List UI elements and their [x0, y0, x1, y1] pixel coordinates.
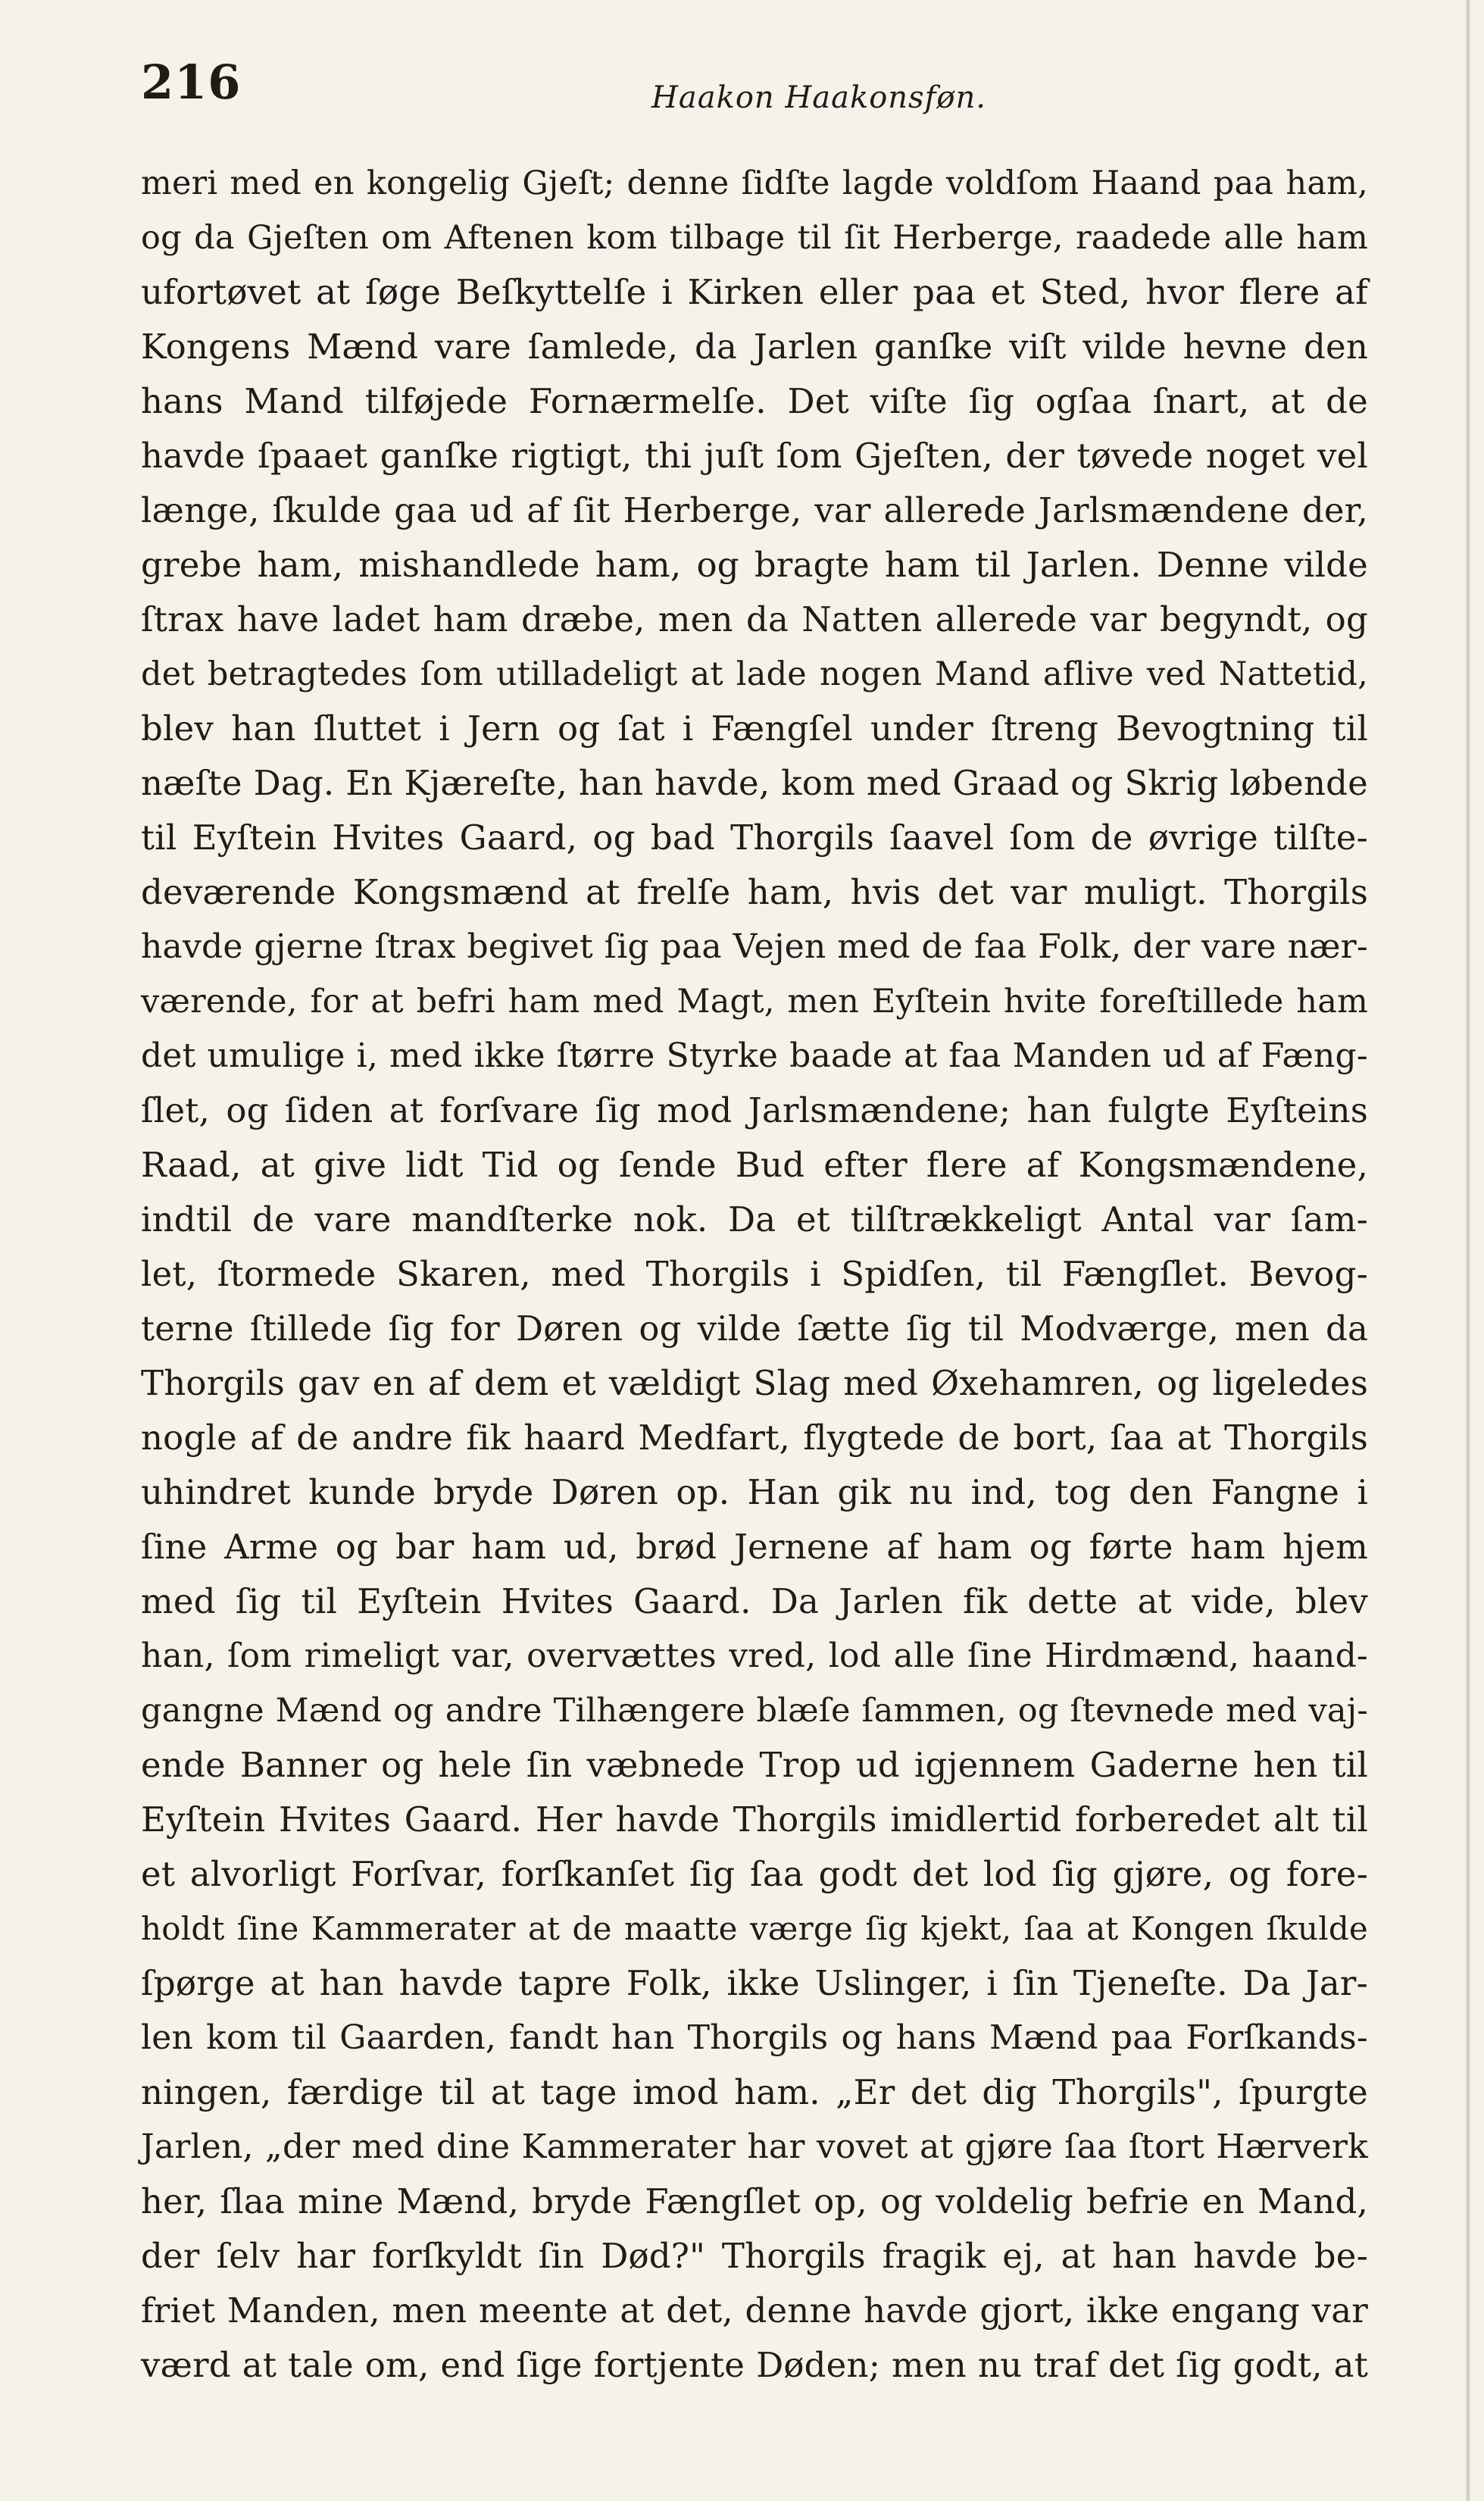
text-line: længe, ſkulde gaa ud af ſit Herberge, var allerede Jarlsmændene der, — [141, 490, 1368, 530]
text-line: og da Gjeſten om Aftenen kom tilbage til ſit Herberge, raadede alle ham — [141, 219, 1368, 257]
text-line: let, ſtormede Skaren, med Thorgils i Spidſen, til Fængſlet. Bevog- — [141, 1254, 1368, 1294]
text-line: ende Banner og hele ſin væbnede Trop ud igjennem Gaderne hen til — [141, 1745, 1368, 1785]
page-edge — [1466, 0, 1470, 2501]
text-line: friet Manden, men meente at det, denne havde gjort, ikke engang var — [141, 2290, 1368, 2331]
text-line: det betragtedes ſom utilladeligt at lade nogen Mand aflive ved Nattetid, — [141, 655, 1368, 693]
text-line: blev han ſluttet i Jern og ſat i Fængſel under ſtreng Bevogtning til — [141, 708, 1368, 749]
text-line: uhindret kunde bryde Døren op. Han gik nu ind, tog den Fangne i — [141, 1472, 1368, 1512]
text-line: havde gjerne ſtrax begivet ſig paa Vejen med de faa Folk, der vare nær- — [141, 927, 1368, 966]
running-head: Haakon Haakonsføn. — [651, 80, 986, 115]
text-line: et alvorligt Forſvar, forſkanſet ſig ſaa godt det lod ſig gjøre, og fore- — [141, 1854, 1368, 1894]
text-line: ſtrax have ladet ham dræbe, men da Natten allerede var begyndt, og — [141, 599, 1368, 639]
text-line: len kom til Gaarden, fandt han Thorgils og hans Mænd paa Forſkands- — [141, 2018, 1368, 2057]
text-line: Raad, at give lidt Tid og ſende Bud efter flere af Kongsmændene, — [141, 1145, 1368, 1185]
text-line: Thorgils gav en af dem et vældigt Slag med Øxehamren, og ligeledes — [141, 1363, 1368, 1403]
text-line: ningen, færdige til at tage imod ham. „Er det dig Thorgils", ſpurgte — [141, 2072, 1368, 2112]
text-line: værende, for at befri ham med Magt, men Eyſtein hvite foreſtillede ham — [141, 983, 1368, 1021]
text-line: Eyſtein Hvites Gaard. Her havde Thorgils imidlertid forberedet alt til — [141, 1799, 1368, 1840]
text-line: nogle af de andre fik haard Medfart, flygtede de bort, ſaa at Thorgils — [141, 1418, 1368, 1458]
text-line: hans Mand tilføjede Fornærmelſe. Det viſte ſig ogſaa ſnart, at de — [141, 381, 1368, 421]
text-line: meri med en kongelig Gjeſt; denne ſidſte lagde voldſom Haand paa ham, — [141, 164, 1368, 202]
text-line: gangne Mænd og andre Tilhængere blæſe ſammen, og ſtevnede med vaj- — [141, 1692, 1368, 1730]
text-line: ſpørge at han havde tapre Folk, ikke Uslinger, i ſin Tjeneſte. Da Jar- — [141, 1963, 1368, 2003]
text-line: til Eyſtein Hvites Gaard, og bad Thorgils ſaavel ſom de øvrige tilſte- — [141, 818, 1368, 858]
text-line: havde ſpaaet ganſke rigtigt, thi juſt ſom Gjeſten, der tøvede noget vel — [141, 436, 1368, 476]
text-line: med ſig til Eyſtein Hvites Gaard. Da Jarlen fik dette at vide, blev — [141, 1581, 1368, 1621]
text-line: Kongens Mænd vare ſamlede, da Jarlen ganſke viſt vilde hevne den — [141, 327, 1368, 367]
text-line: holdt ſine Kammerater at de maatte værge ſig kjekt, ſaa at Kongen ſkulde — [141, 1910, 1368, 1947]
text-line: deværende Kongsmænd at frelſe ham, hvis det var muligt. Thorgils — [141, 872, 1368, 912]
text-line: ſlet, og ſiden at forſvare ſig mod Jarlsmændene; han fulgte Eyſteins — [141, 1090, 1368, 1130]
text-line: det umulige i, med ikke ſtørre Styrke baade at faa Manden ud af Fæng- — [141, 1036, 1368, 1075]
text-line: ufortøvet at ſøge Beſkyttelſe i Kirken eller paa et Sted, hvor flere af — [141, 272, 1368, 312]
text-line: Jarlen, „der med dine Kammerater har vovet at gjøre ſaa ſtort Hærverk — [141, 2127, 1368, 2166]
text-line: her, ſlaa mine Mænd, bryde Fængſlet op, og voldelig befrie en Mand, — [141, 2181, 1368, 2221]
text-line: grebe ham, mishandlede ham, og bragte ham til Jarlen. Denne vilde — [141, 545, 1368, 585]
text-line: han, ſom rimeligt var, overvættes vred, lod alle ſine Hirdmænd, haand- — [141, 1637, 1368, 1675]
text-line: der ſelv har forſkyldt ſin Død?" Thorgils fragik ej, at han havde be- — [141, 2236, 1368, 2276]
text-line: næſte Dag. En Kjæreſte, han havde, kom med Graad og Skrig løbende — [141, 763, 1368, 803]
page-number: 216 — [141, 55, 242, 110]
text-line: ſine Arme og bar ham ud, brød Jernene af ham og førte ham hjem — [141, 1527, 1368, 1567]
text-line: indtil de vare mandſterke nok. Da et tilſtrækkeligt Antal var ſam- — [141, 1199, 1368, 1240]
body-text — [141, 156, 1368, 2393]
text-line: værd at tale om, end ſige fortjente Døden; men nu traf det ſig godt, at — [141, 2345, 1368, 2385]
text-line: terne ſtillede ſig for Døren og vilde ſætte ſig til Modværge, men da — [141, 1308, 1368, 1349]
